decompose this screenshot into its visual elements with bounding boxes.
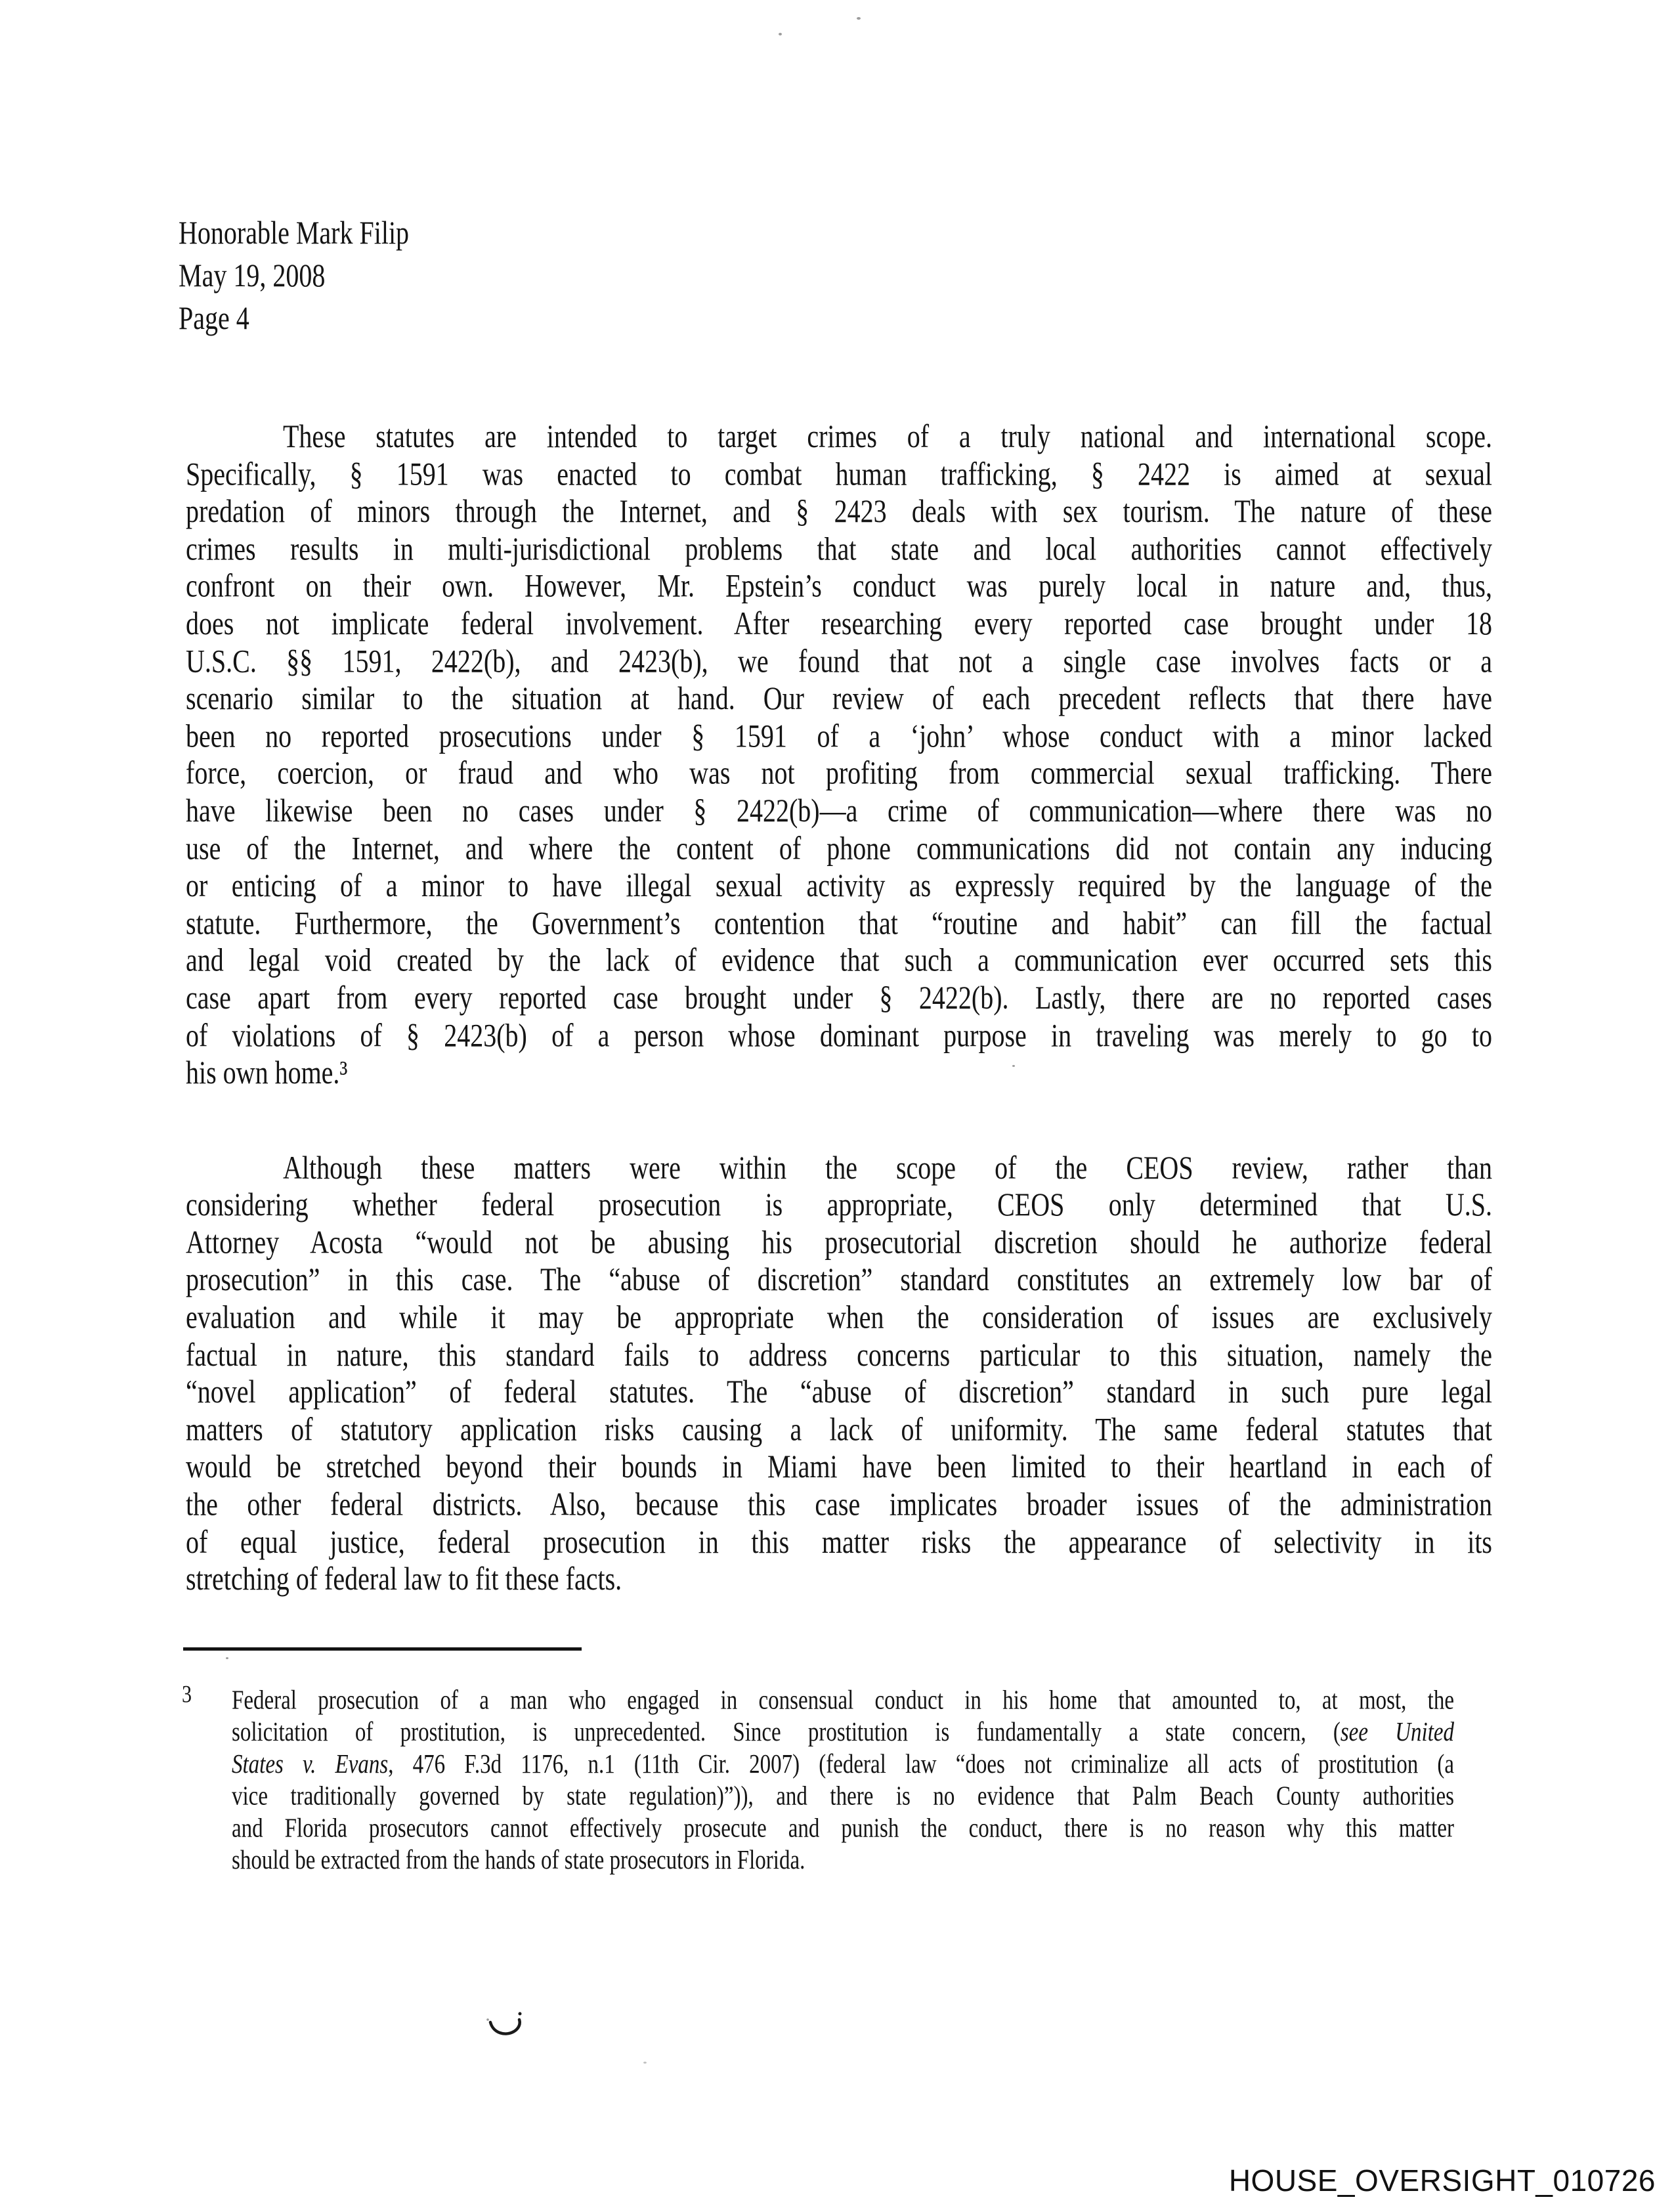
text-line: his own home.³ [186, 1053, 348, 1091]
letter-header [179, 211, 409, 339]
scan-speck [1012, 1065, 1015, 1067]
footnote-line: Federal prosecution of a man who engaged in consensual conduct in his home that amounted to, at most, the [232, 1685, 1454, 1716]
footnote-separator [183, 1647, 582, 1651]
text-line: evaluation and while it may be appropriate when the consideration of issues are exclusively [186, 1298, 1492, 1335]
text-line: of violations of § 2423(b) of a person whose dominant purpose in traveling was merely to go to [186, 1016, 1492, 1054]
footnote-line: solicitation of prostitution, is unprecedented. Since prostitution is fundamentally a state concern, (see United [232, 1718, 1455, 1747]
text-line: These statutes are intended to target crimes of a truly national and international scope. [283, 418, 1492, 455]
text-line: use of the Internet, and where the content of phone communications did not contain any inducing [186, 829, 1492, 867]
text-line: does not implicate federal involvement. After researching every reported case brought under 18 [186, 604, 1492, 642]
header-page-number: Page 4 [179, 299, 249, 336]
letter-body [186, 418, 1492, 1597]
text-line: been no reported prosecutions under § 1591 of a ‘john’ whose conduct with a minor lacked [186, 716, 1492, 754]
header-date: May 19, 2008 [179, 256, 326, 293]
scan-speck [779, 33, 782, 35]
text-line: have likewise been no cases under § 2422(b)—a crime of communication—where there was no [186, 791, 1492, 829]
text-line: matters of statutory application risks causing a lack of uniformity. The same federal statutes that [186, 1410, 1492, 1448]
handwritten-mark [481, 2004, 534, 2043]
paragraph [186, 418, 1492, 1091]
text-line: confront on their own. However, Mr. Epstein’s conduct was purely local in nature and, thus, [186, 567, 1492, 605]
paragraph [186, 1148, 1492, 1597]
footnote [182, 1680, 1459, 1877]
text-line: and legal void created by the lack of evidence that such a communication ever occurred sets this [186, 941, 1492, 979]
text-line: “novel application” of federal statutes. The “abuse of discretion” standard in such pure legal [186, 1373, 1492, 1410]
text-line: of equal justice, federal prosecution in this matter risks the appearance of selectivity in its [186, 1523, 1492, 1560]
bates-stamp: HOUSE_OVERSIGHT_010726 [1228, 2163, 1656, 2198]
text-line: or enticing of a minor to have illegal sexual activity as expressly required by the language of the [186, 866, 1492, 904]
text-line: predation of minors through the Internet, and § 2423 deals with sex tourism. The nature of these [186, 492, 1492, 530]
text-line: crimes results in multi-jurisdictional problems that state and local authorities cannot effectively [186, 529, 1492, 567]
text-line: Attorney Acosta “would not be abusing his prosecutorial discretion should he authorize federal [186, 1223, 1492, 1261]
scan-speck [643, 2062, 647, 2064]
text-line: the other federal districts. Also, because this case implicates broader issues of the administration [186, 1485, 1492, 1523]
text-line: scenario similar to the situation at hand. Our review of each precedent reflects that there have [186, 679, 1492, 717]
text-line: considering whether federal prosecution is appropriate, CEOS only determined that U.S. [186, 1186, 1492, 1223]
header-recipient: Honorable Mark Filip [179, 213, 410, 251]
footnote-line: should be extracted from the hands of state prosecutors in Florida. [232, 1846, 805, 1875]
text-line: stretching of federal law to fit these facts. [186, 1560, 622, 1597]
text-line: case apart from every reported case brought under § 2422(b). Lastly, there are no reported cases [186, 978, 1492, 1016]
text-line: factual in nature, this standard fails to address concerns particular to this situation, namely the [186, 1335, 1492, 1373]
text-line: Specifically, § 1591 was enacted to combat human trafficking, § 2422 is aimed at sexual [186, 454, 1492, 492]
footnote-line: States v. Evans, 476 F.3d 1176, n.1 (11th Cir. 2007) (federal law “does not criminalize all acts of prostitution (a [232, 1749, 1454, 1779]
scan-speck [226, 1657, 228, 1659]
scan-speck [857, 17, 861, 20]
text-line: would be stretched beyond their bounds in Miami have been limited to their heartland in each of [186, 1448, 1492, 1485]
text-line: statute. Furthermore, the Government’s contention that “routine and habit” can fill the factual [186, 903, 1492, 942]
footnote-text [232, 1685, 1454, 1877]
footnote-line: vice traditionally governed by state regulation)”)), and there is no evidence that Palm Beach County authorities [232, 1781, 1454, 1811]
text-line: force, coercion, or fraud and who was not profiting from commercial sexual trafficking. There [186, 754, 1492, 792]
text-line: prosecution” in this case. The “abuse of discretion” standard constitutes an extremely low bar of [186, 1261, 1492, 1298]
footnote-line: and Florida prosecutors cannot effectively prosecute and punish the conduct, there is no reason why this matter [232, 1813, 1454, 1844]
footnote-marker: 3 [182, 1680, 192, 1708]
text-line: Although these matters were within the scope of the CEOS review, rather than [283, 1148, 1492, 1186]
text-line: U.S.C. §§ 1591, 2422(b), and 2423(b), we found that not a single case involves facts or a [186, 641, 1492, 680]
